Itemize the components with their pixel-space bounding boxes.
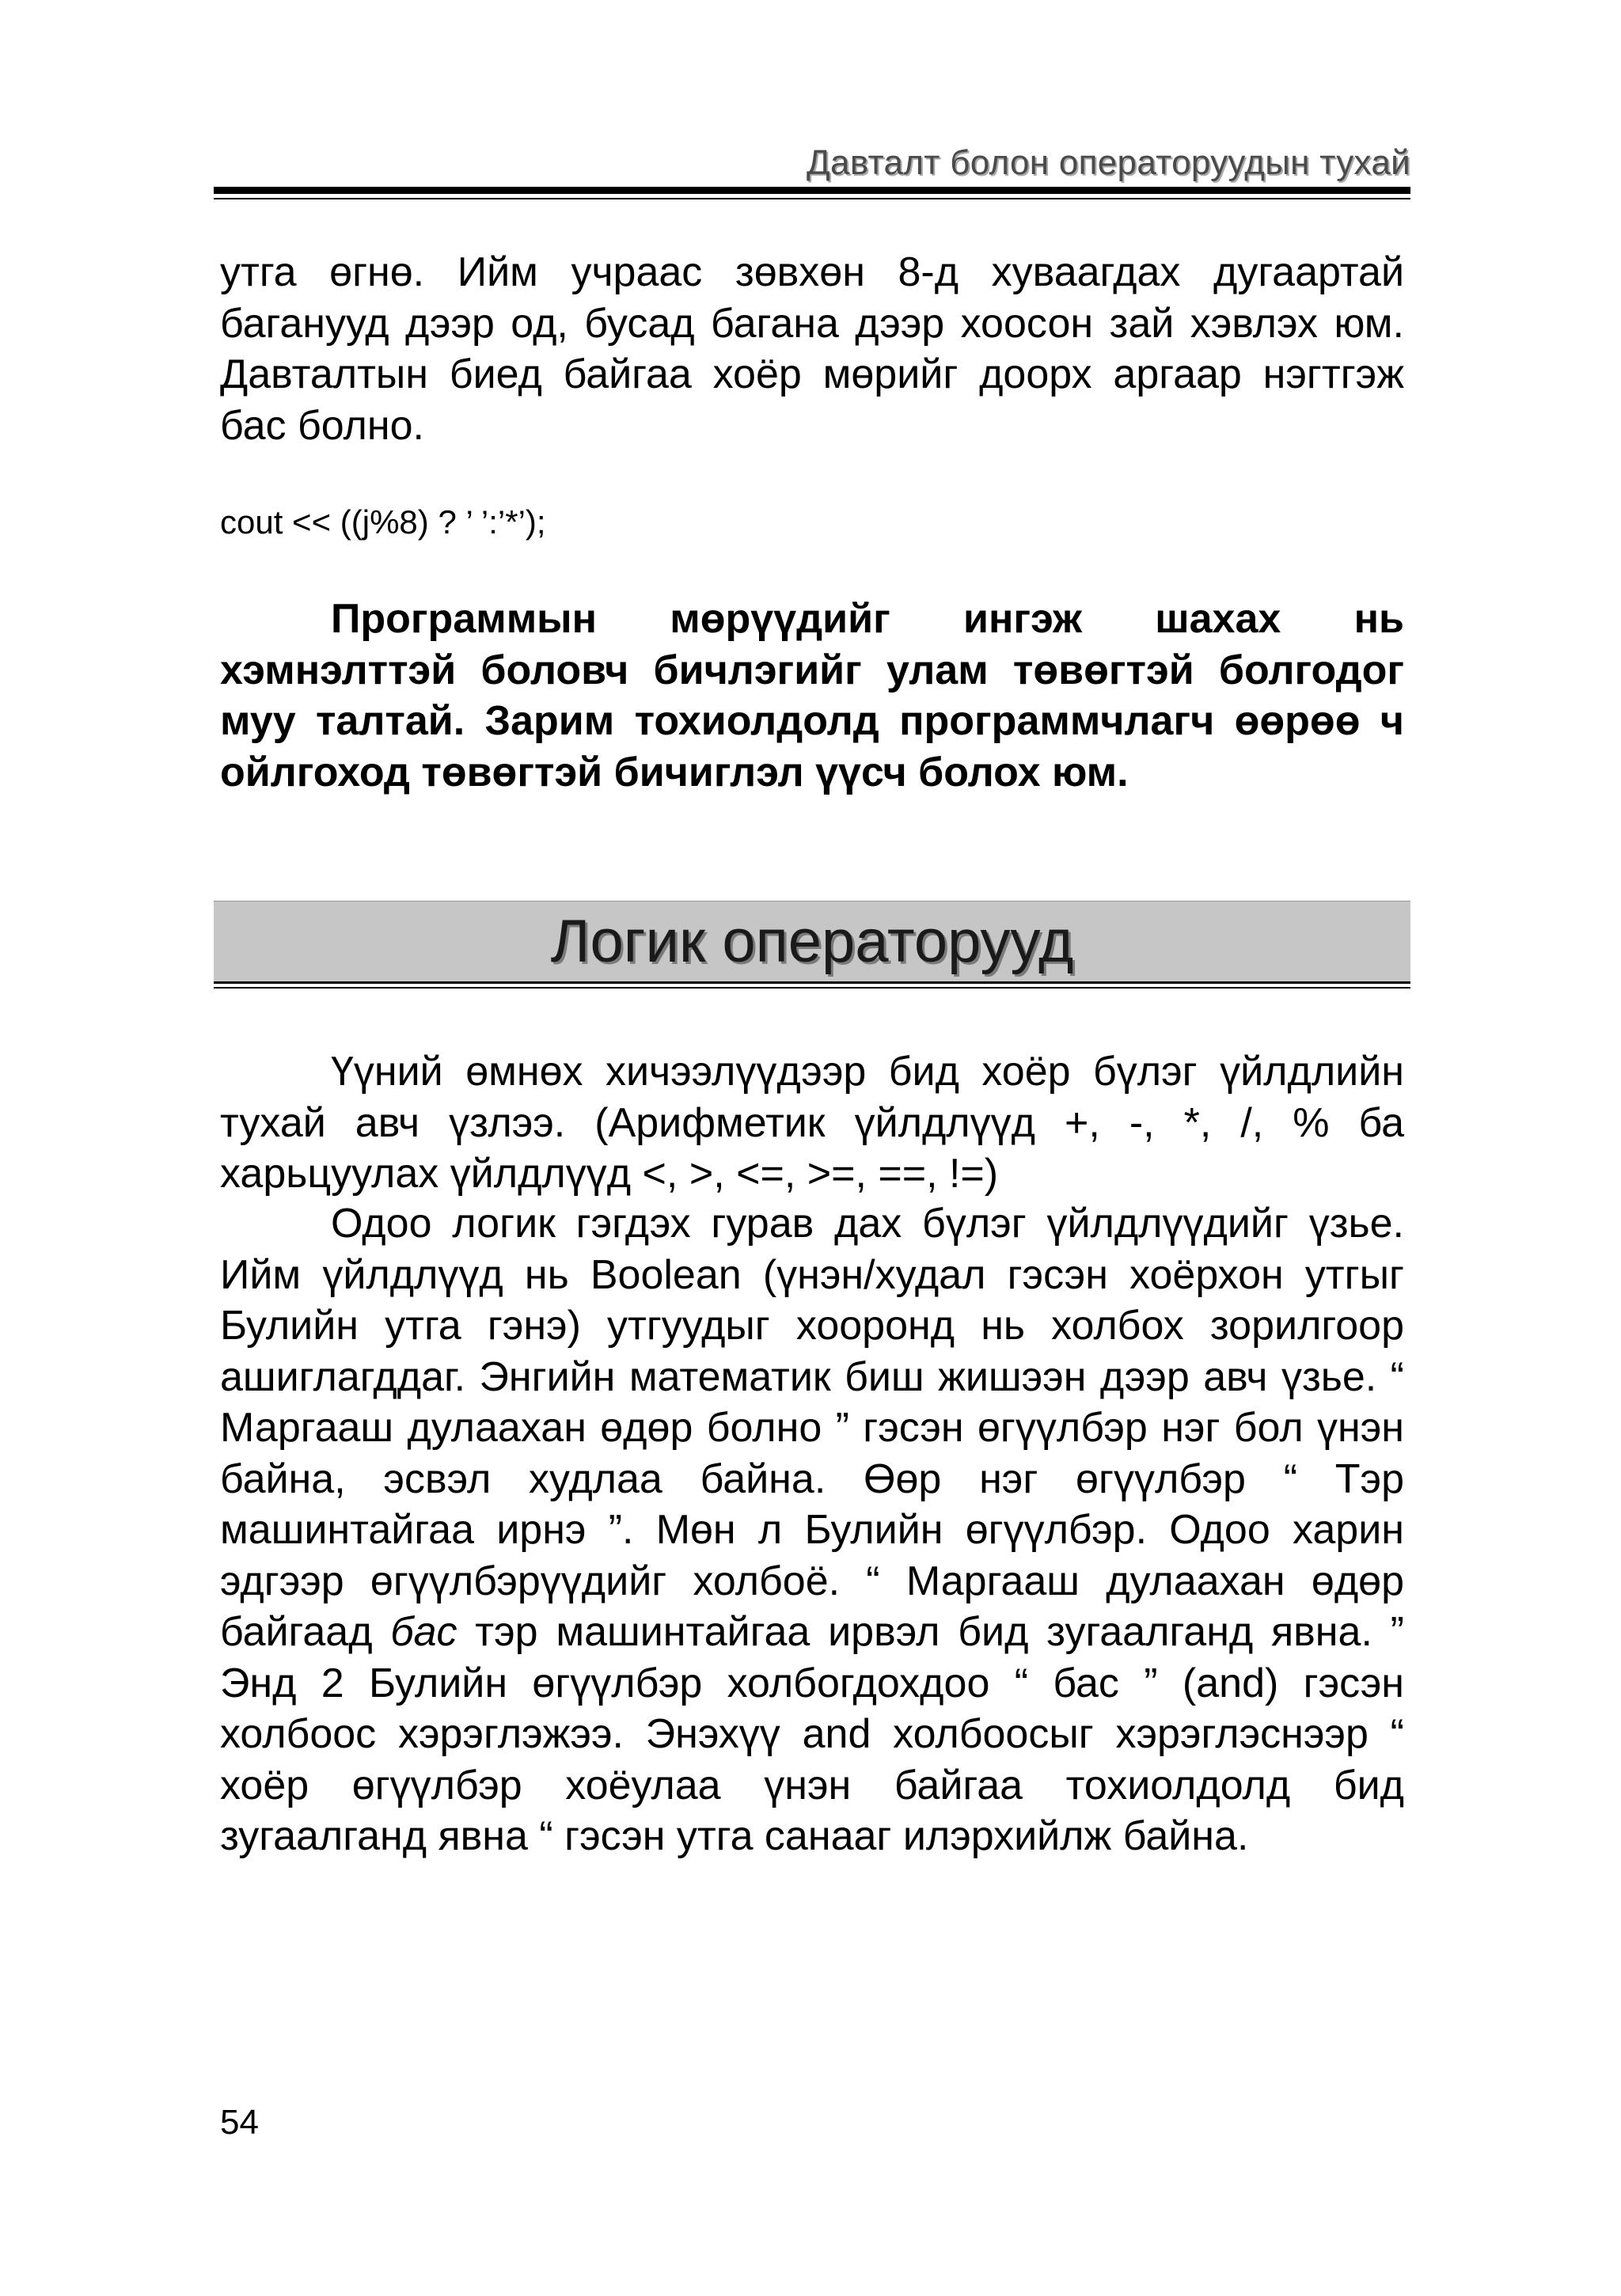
code-line: cout << ((j%8) ? ’ ’:’*’); — [220, 503, 546, 541]
bold-note-paragraph: Программын мөрүүдийг ингэж шахах нь хэмнэлттэй боловч бичлэгийг улам төвөгтэй болгодог муу талтай. Зарим тохиолдолд программчлагч өөрөө ч ойлгоход төвөгтэй бичиглэл үүсч болох юм. — [220, 596, 1404, 795]
body-paragraph-1: утга өгнө. Ийм учраас зөвхөн 8-д хуваагдах дугаартай баганууд дээр од, бусад багана дээр хоосон зай хэвлэх юм. Давталтын биед байгаа хоёр мөрийг доорх аргаар нэгтгэж бас болно. — [220, 249, 1404, 449]
header-rule-thin — [214, 198, 1410, 199]
page-number: 54 — [220, 2103, 259, 2142]
section-title: Логик операторууд — [550, 908, 1074, 975]
section-heading-rule-thin — [214, 987, 1410, 989]
paragraph-3-text-end: тэр машинтайгаа ирвэл бид зугаалганд явна. ” Энд 2 Булийн өгүүлбэр холбогдохдоо “ бас ” (and) гэсэн холбоос хэрэглэжээ. Энэхүү and холбоосыг хэрэглэснээр “ хоёр өгүүлбэр хоёулаа үнэн байгаа тохиолдолд бид зугаалганд явна “ гэсэн утга санааг илэрхийлж байна. — [220, 1609, 1404, 1859]
body-paragraph-2: Үүний өмнөх хичээлүүдээр бид хоёр бүлэг үйлдлийн тухай авч үзлээ. (Арифметик үйлдлүүд +, -, *, /, % ба харьцуулах үйлдлүүд <, >, <=, >=, ==, !=) — [220, 1049, 1404, 1197]
paragraph-3-emphasis: бас — [390, 1609, 457, 1655]
running-header: Давталт болон операторуудын тухай — [806, 143, 1410, 182]
header-rule — [214, 187, 1410, 194]
body-paragraph-3 — [220, 1198, 1404, 1862]
paragraph-3-text-start: Одоо логик гэгдэх гурав дах бүлэг үйлдлүүдийг үзье. Ийм үйлдлүүд нь Boolean (үнэн/худал гэсэн хоёрхон утгыг Булийн утга гэнэ) утгуудыг хооронд нь холбох зорилгоор ашиглагддаг. Энгийн математик биш жишээн дээр авч үзье. “ Маргааш дулаахан өдөр болно ” гэсэн өгүүлбэр нэг бол үнэн байна, эсвэл худлаа байна. Өөр нэг өгүүлбэр “ Тэр машинтайгаа ирнэ ”. Мөн л Булийн өгүүлбэр. Одоо харин эдгээр өгүүлбэрүүдийг холбоё. “ Маргааш дулаахан өдөр байгаад — [220, 1201, 1404, 1655]
section-heading-rule — [214, 981, 1410, 984]
